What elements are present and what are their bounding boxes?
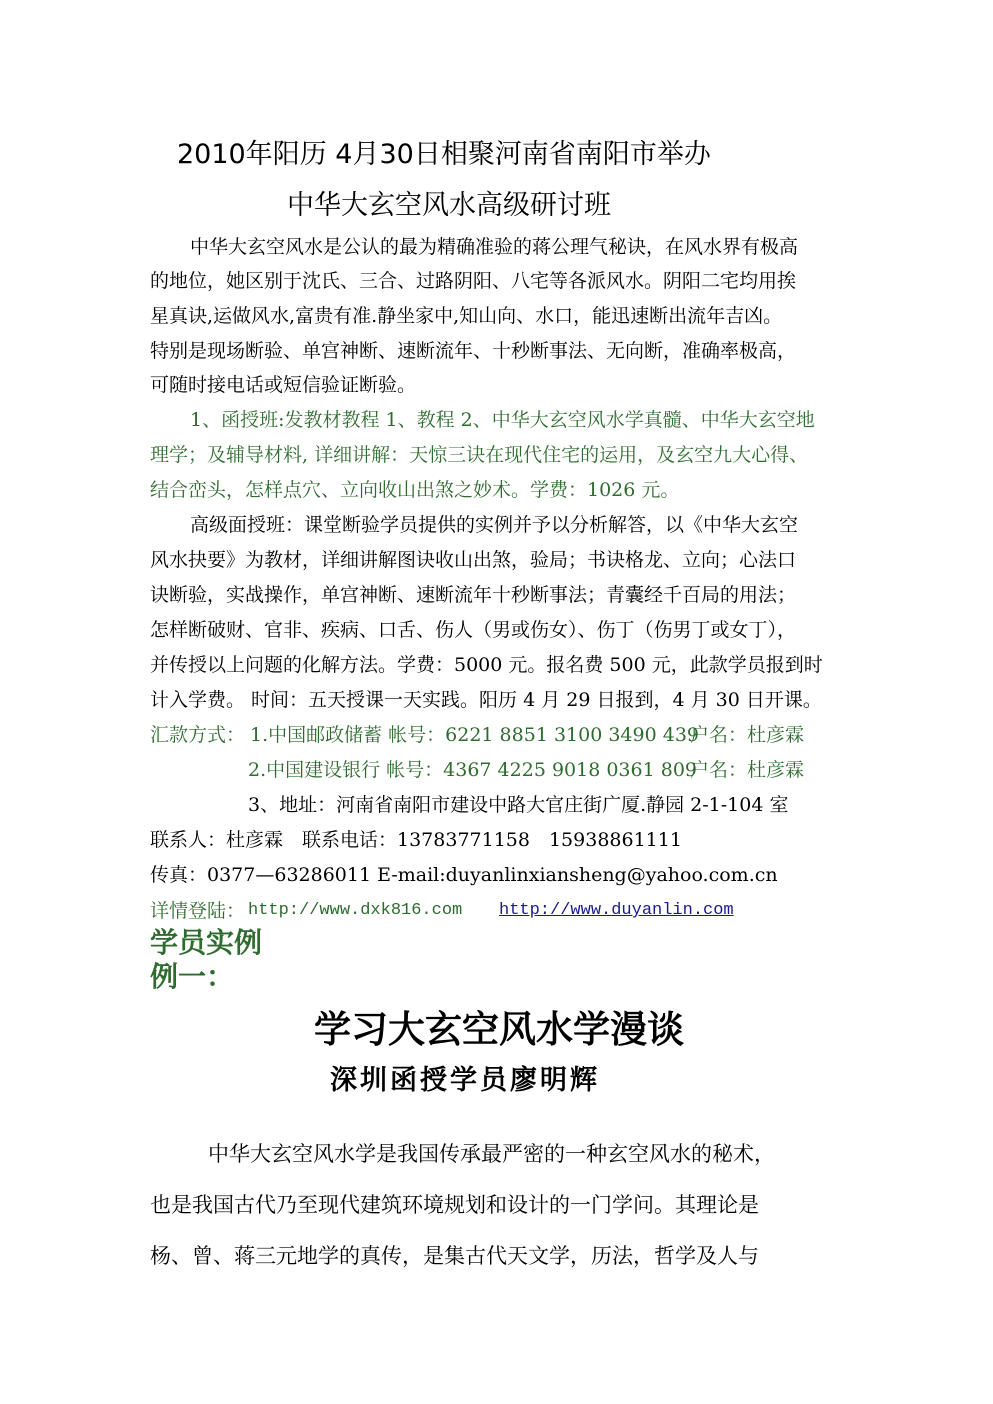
article-author: 深圳函授学员廖明辉 [330, 1065, 600, 1096]
advanced-line: 计入学费。 时间：五天授课一天实践。阳历 4 月 29 日报到，4 月 30 日开课。 [150, 689, 822, 711]
remit-bank2: 2.中国建设银行 帐号：4367 4225 9018 0361 809 [248, 759, 698, 781]
correspondence-line: 1、函授班:发教材教程 1、教程 2、中华大玄空风水学真髓、中华大玄空地 [190, 409, 815, 431]
advanced-line: 风水抉要》为教材，详细讲解图诀收山出煞，验局；书诀格龙、立向；心法口 [150, 549, 797, 571]
advanced-line: 怎样断破财、官非、疾病、口舌、伤人（男或伤女）、伤丁（伤男丁或女丁）， [150, 619, 797, 641]
website-link-dxk816[interactable]: http://www.dxk816.com [248, 901, 463, 920]
remit-name1: 户名：杜彦霖 [690, 724, 805, 746]
intro-line: 的地位，她区别于沈氏、三合、过路阴阳、八宅等各派风水。阴阳二宅均用挨 [150, 270, 797, 292]
correspondence-line: 结合峦头，怎样点穴、立向收山出煞之妙术。学费：1026 元。 [150, 479, 680, 501]
article-line: 中华大玄空风水学是我国传承最严密的一种玄空风水的秘术， [208, 1142, 775, 1166]
case-heading: 学员实例 [150, 926, 263, 959]
intro-line: 特别是现场断验、单宫神断、速断流年、十秒断事法、无向断，准确率极高， [150, 340, 797, 362]
advanced-line: 高级面授班：课堂断验学员提供的实例并予以分析解答，以《中华大玄空 [190, 514, 799, 536]
advanced-line: 并传授以上问题的化解方法。学费：5000 元。报名费 500 元，此款学员报到时 [150, 654, 823, 676]
announcement-title-line2: 中华大玄空风水高级研讨班 [287, 190, 611, 221]
article-line: 杨、曾、蒋三元地学的真传，是集古代天文学，历法，哲学及人与 [150, 1244, 759, 1268]
fax-email: 传真：0377—63286011 E-mail:duyanlinxiansheng@yahoo.com.cn [150, 864, 778, 886]
announcement-title-line1: 2010年阳历 4月30日相聚河南省南阳市举办 [177, 139, 711, 170]
intro-line: 可随时接电话或短信验证断验。 [150, 374, 417, 396]
intro-line: 中华大玄空风水是公认的最为精确准验的蒋公理气秘诀，在风水界有极高 [190, 236, 799, 258]
remit-name2: 户名：杜彦霖 [690, 759, 805, 781]
remit-bank1: 1.中国邮政储蓄 帐号：6221 8851 3100 3490 439 [250, 724, 700, 746]
article-title: 学习大玄空风水学漫谈 [314, 1007, 684, 1051]
intro-line: 星真诀,运做风水,富贵有准.静坐家中,知山向、水口，能迅速断出流年吉凶。 [150, 305, 783, 327]
details-label: 详情登陆： [150, 900, 246, 922]
website-link-duyanlin[interactable]: http://www.duyanlin.com [499, 901, 734, 920]
article-line: 也是我国古代乃至现代建筑环境规划和设计的一门学问。其理论是 [150, 1193, 759, 1217]
address: 3、地址：河南省南阳市建设中路大官庄街广厦.静园 2-1-104 室 [248, 794, 789, 816]
contact: 联系人：杜彦霖 联系电话：13783771158 15938861111 [150, 829, 682, 851]
remit-label: 汇款方式： [150, 724, 246, 746]
advanced-line: 诀断验，实战操作，单宫神断、速断流年十秒断事法；青囊经千百局的用法； [150, 584, 797, 606]
case-subheading: 例一： [150, 960, 235, 993]
correspondence-line: 理学；及辅导材料, 详细讲解：天惊三诀在现代住宅的运用，及玄空九大心得、 [150, 444, 809, 466]
